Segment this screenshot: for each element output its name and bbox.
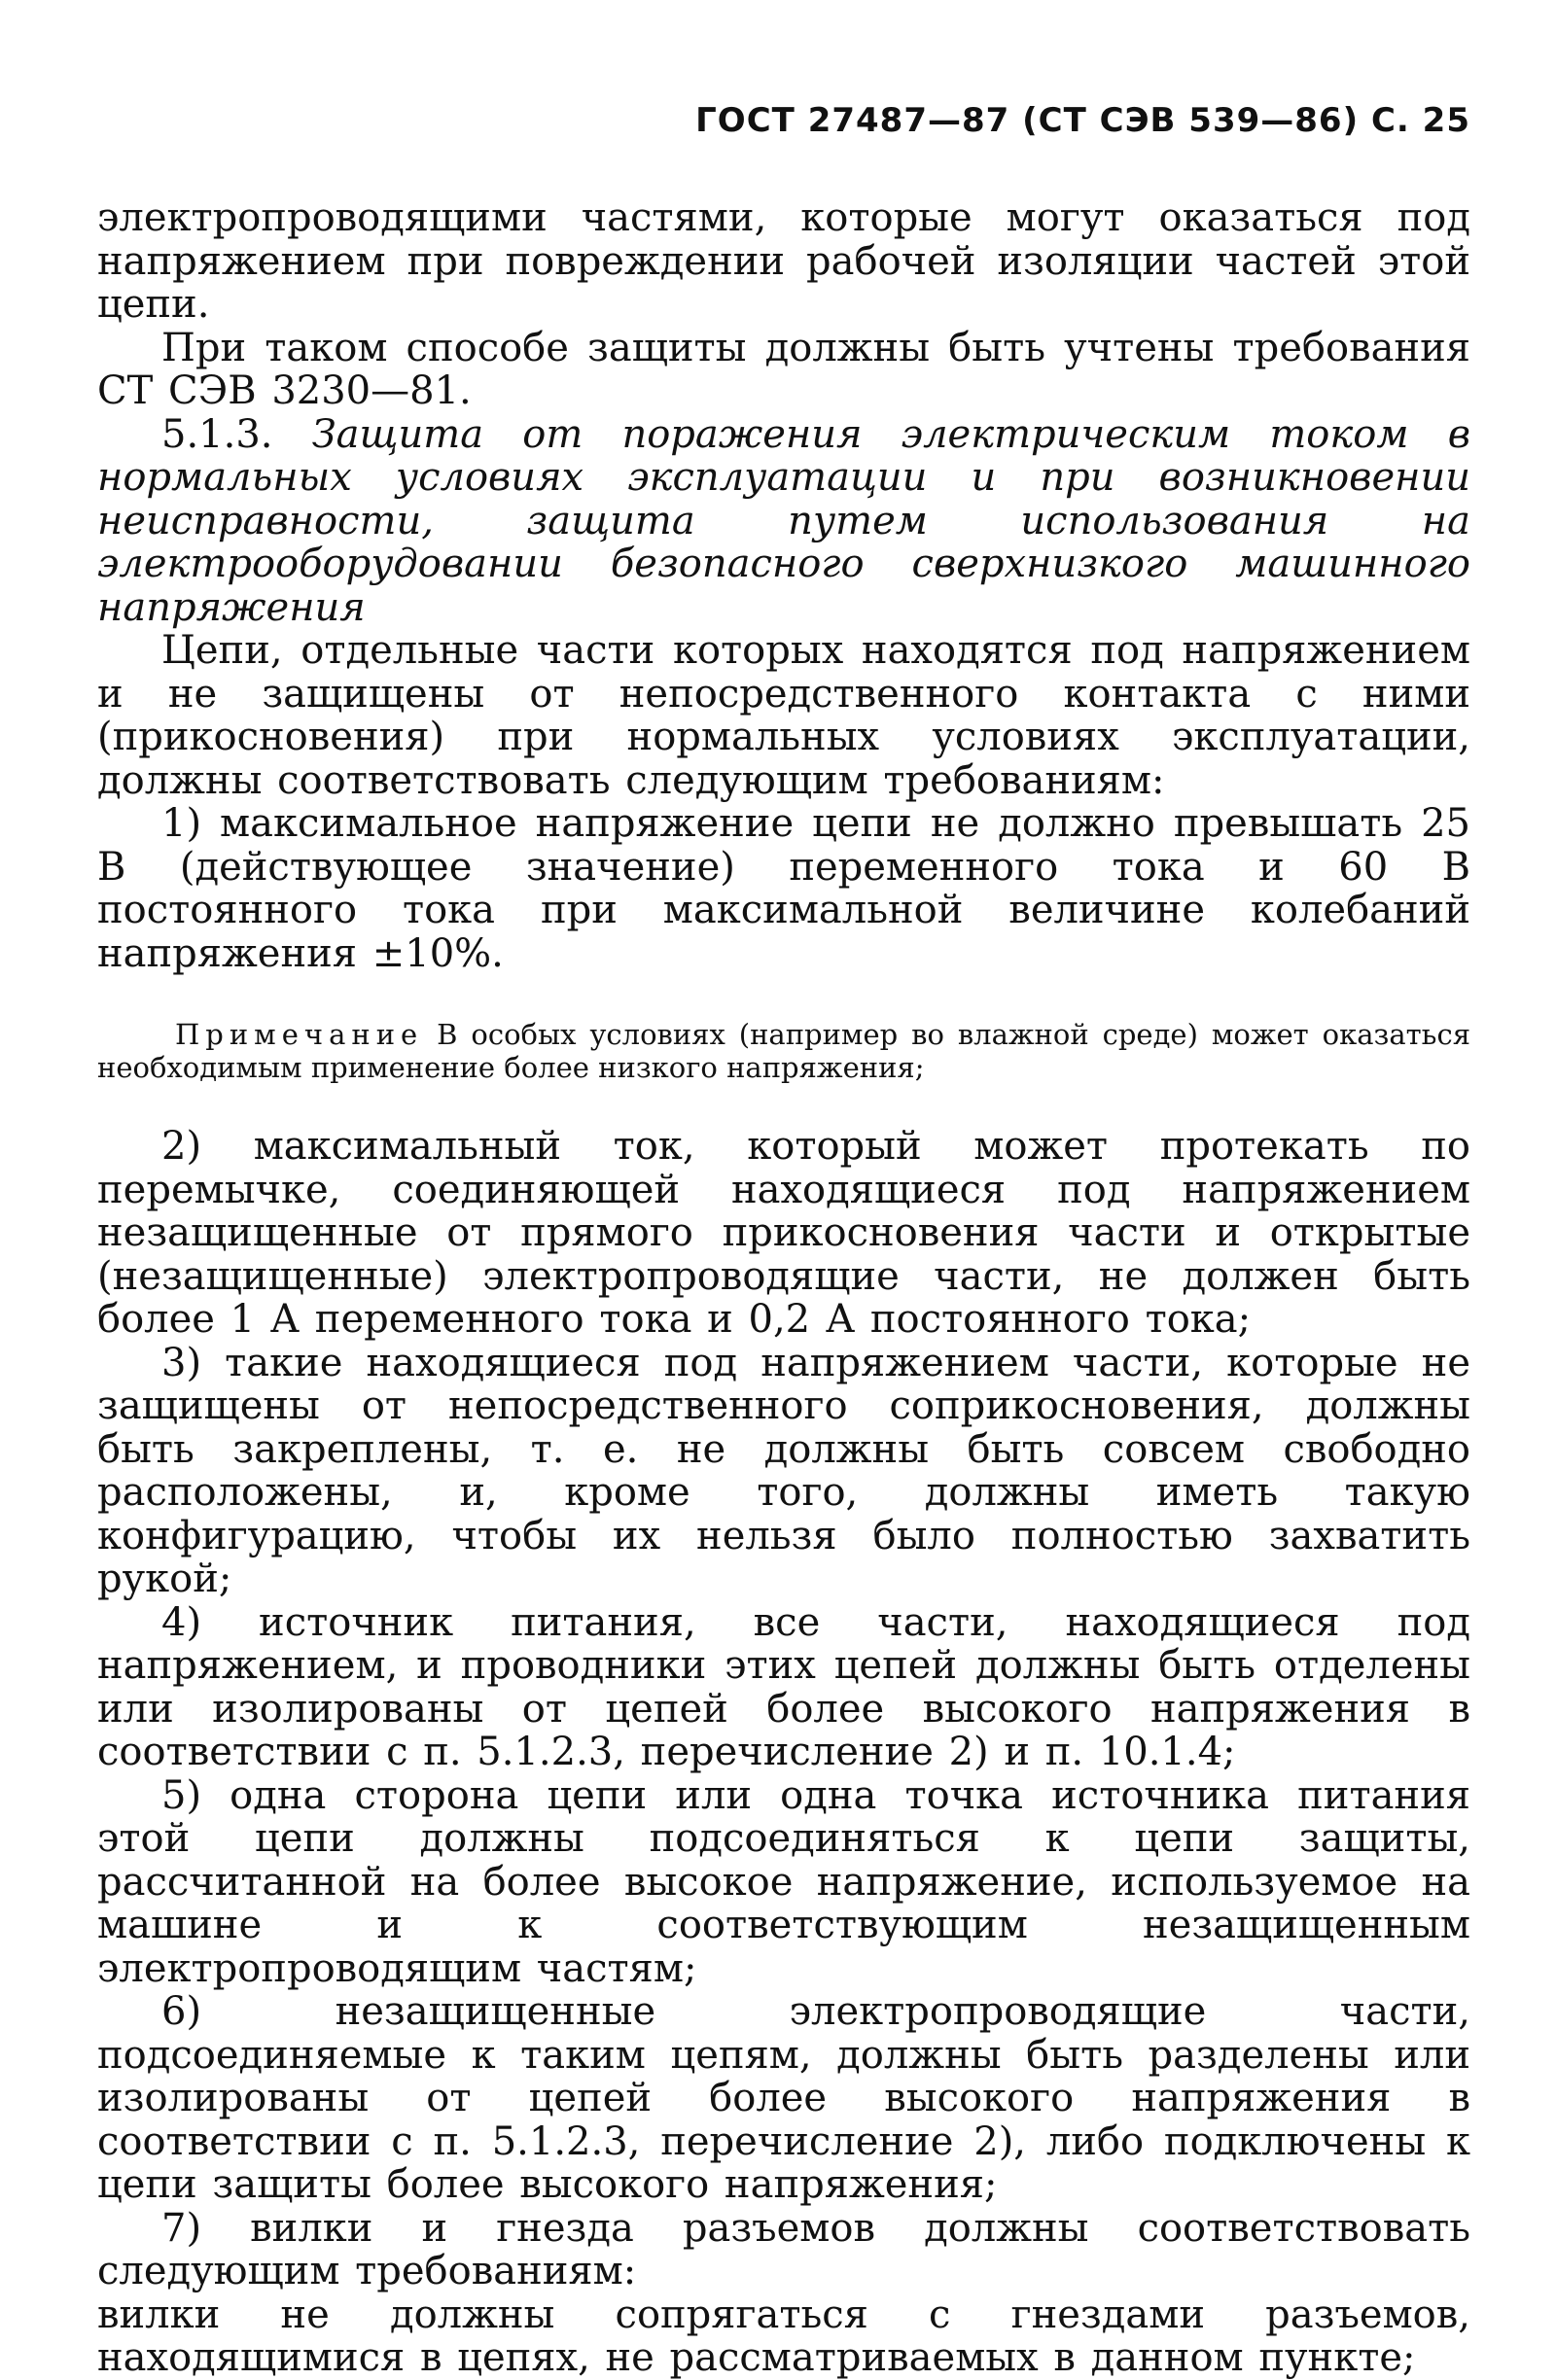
section-number: 5.1.3. bbox=[161, 411, 273, 457]
paragraph-plugs: вилки не должны сопрягаться с гнездами разъемов, находящимися в цепях, не рассматриваемых в данном пункте; bbox=[97, 2292, 1470, 2380]
list-item-6: 6) незащищенные электропроводящие части, подсоединяемые к таким цепям, должны быть разделены или изолированы от цепей более высокого напряжения в соответствии с п. 5.1.2.3, перечисление 2), либо подключены к цепи защиты более высокого напряжения; bbox=[97, 1989, 1470, 2207]
paragraph-circuits: Цепи, отдельные части которых находятся под напряжением и не защищены от непосредственного контакта с ними (прикосновения) при нормальных условиях эксплуатации, должны соответствовать следующим требованиям: bbox=[97, 628, 1470, 803]
list-item-2: 2) максимальный ток, который может протекать по перемычке, соединяющей находящиеся под напряжением незащищенные от прямого прикосновения части и открытые (незащищенные) электропроводящие части, не должен быть более 1 А переменного тока и 0,2 А постоянного тока; bbox=[97, 1124, 1470, 1342]
document-body bbox=[97, 196, 1470, 2380]
paragraph-continuation: электропроводящими частями, которые могут оказаться под напряжением при повреждении рабочей изоляции частей этой цепи. bbox=[97, 195, 1470, 327]
list-item-4: 4) источник питания, все части, находящиеся под напряжением, и проводники этих цепей должны быть отделены или изолированы от цепей более высокого напряжения в соответствии с п. 5.1.2.3, перечисление 2) и п. 10.1.4; bbox=[97, 1599, 1470, 1774]
section-heading-5-1-3 bbox=[97, 413, 1470, 630]
list-item-3: 3) такие находящиеся под напряжением части, которые не защищены от непосредственного соприкосновения, должны быть закреплены, т. е. не должны быть совсем свободно расположены, и, кроме того, должны иметь такую конфигурацию, чтобы их нельзя было полностью захватить рукой; bbox=[97, 1340, 1470, 1601]
note-label: Примечание bbox=[175, 1018, 424, 1051]
paragraph-protection-requirements: При таком способе защиты должны быть учтены требования СТ СЭВ 3230—81. bbox=[97, 325, 1470, 413]
list-item-1: 1) максимальное напряжение цепи не должно превышать 25 В (действующее значение) переменного тока и 60 В постоянного тока при максимальной величине колебаний напряжения ±10%. bbox=[97, 801, 1470, 976]
document-page bbox=[97, 0, 1471, 2380]
note-block bbox=[97, 1018, 1470, 1084]
list-item-5: 5) одна сторона цепи или одна точка источника питания этой цепи должны подсоединяться к цепи защиты, рассчитанной на более высокое напряжение, используемое на машине и к соответствующим незащищенным электропроводящим частям; bbox=[97, 1772, 1470, 1991]
section-title: Защита от поражения электрическим током в нормальных условиях эксплуатации и при возникновении неисправности, защита путем использования на электрооборудовании безопасного сверхнизкого машинного напряжения bbox=[97, 411, 1470, 630]
list-item-7: 7) вилки и гнезда разъемов должны соответствовать следующим требованиям: bbox=[97, 2205, 1470, 2293]
page-header: ГОСТ 27487—87 (СТ СЭВ 539—86) С. 25 bbox=[695, 101, 1470, 140]
note-text: В особых условиях (например во влажной среде) может оказаться необходимым применение более низкого напряжения; bbox=[97, 1018, 1471, 1084]
